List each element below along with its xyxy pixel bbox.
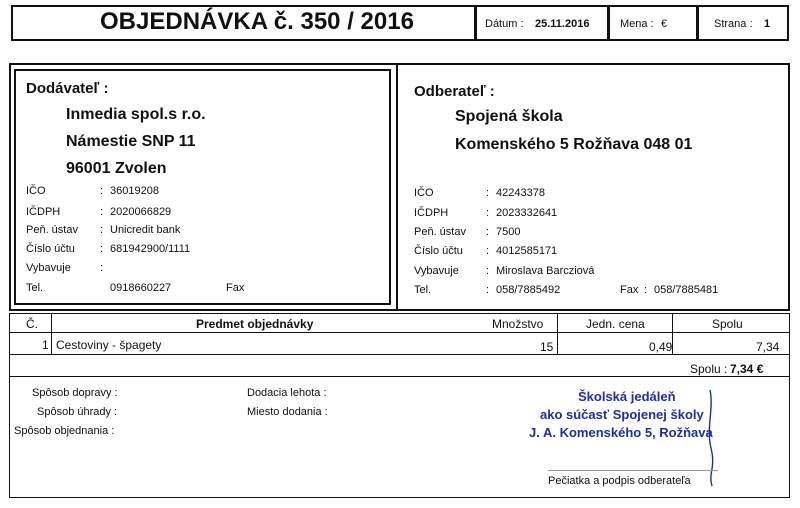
customer-icdph-colon: : [486, 207, 490, 219]
row-qty: 15 [540, 340, 554, 354]
party-divider [396, 64, 398, 310]
supplier-account-colon: : [100, 243, 104, 255]
table-bottom-rule [9, 376, 790, 377]
row-item: Cestoviny - špagety [56, 338, 162, 352]
col-qty-header: Množstvo [492, 317, 544, 331]
supplier-icdph-value: 2020066829 [110, 206, 172, 218]
stamp-line-3: J. A. Komenského 5, Rožňava [529, 425, 713, 440]
date-value: 25.11.2016 [535, 18, 590, 30]
customer-fax-colon: : [644, 284, 648, 296]
customer-bank-value: 7500 [496, 226, 521, 238]
customer-fax-value: 058/7885481 [654, 284, 719, 296]
customer-handler-label: Vybavuje [414, 265, 459, 277]
sum-value: 7,34 € [730, 362, 764, 376]
customer-account-value: 4012585171 [496, 245, 558, 257]
footer-right-rule [789, 376, 790, 498]
transport-label: Spôsob dopravy : [32, 387, 118, 399]
customer-tel-label: Tel. [414, 284, 432, 296]
customer-icdph-value: 2023332641 [496, 207, 558, 219]
supplier-account-value: 681942900/1111 [110, 243, 191, 255]
order-method-label: Spôsob objednania : [14, 425, 115, 437]
supplier-icdph-colon: : [100, 206, 104, 218]
customer-ico-value: 42243378 [496, 187, 545, 199]
customer-tel-value: 058/7885492 [496, 284, 561, 296]
supplier-name: Inmedia spol.s r.o. [66, 106, 206, 123]
customer-account-label: Číslo účtu [414, 245, 463, 257]
supplier-fax-label: Fax [226, 282, 245, 294]
table-right-rule [789, 313, 790, 377]
customer-ico-label: IČO [414, 187, 434, 199]
customer-bank-label: Peň. ústav [414, 226, 466, 238]
page-label: Strana : [714, 18, 753, 30]
signature-line [548, 470, 718, 471]
customer-account-colon: : [486, 245, 490, 257]
customer-fax-label: Fax [620, 284, 639, 296]
supplier-bank-colon: : [100, 224, 104, 236]
footer-left-rule [9, 376, 10, 498]
table-col-qty-rule [557, 313, 558, 355]
date-label: Dátum : [485, 18, 524, 30]
row-price: 0,49 [649, 340, 673, 354]
supplier-city: 96001 Zvolen [66, 160, 167, 177]
supplier-ico-value: 36019208 [110, 185, 159, 197]
customer-handler-colon: : [486, 265, 490, 277]
stamp-line-1: Školská jedáleň [578, 389, 676, 404]
order-title: OBJEDNÁVKA č. 350 / 2016 [100, 8, 414, 35]
supplier-tel-label: Tel. [26, 282, 44, 294]
row-total: 7,34 [756, 340, 780, 354]
col-item-header: Predmet objednávky [196, 317, 314, 331]
currency-label: Mena : [620, 18, 654, 30]
supplier-bank-label: Peň. ústav [26, 224, 78, 236]
supplier-bank-value: Unicredit bank [110, 224, 181, 236]
customer-handler-value: Miroslava Barcziová [496, 265, 595, 277]
supplier-ico-colon: : [100, 185, 104, 197]
page-value: 1 [764, 18, 771, 30]
supplier-account-label: Číslo účtu [26, 243, 75, 255]
stamp-line-2: ako súčasť Spojenej školy [540, 407, 704, 422]
col-no-header: Č. [26, 317, 38, 331]
footer-bottom-rule [9, 497, 790, 498]
customer-address: Komenského 5 Rožňava 048 01 [455, 136, 693, 153]
currency-value: € [661, 18, 668, 30]
table-left-rule [9, 313, 10, 377]
supplier-handler-colon: : [100, 262, 104, 274]
supplier-ico-label: IČO [26, 185, 46, 197]
customer-name: Spojená škola [455, 108, 563, 125]
row-no: 1 [42, 338, 49, 352]
payment-label: Spôsob úhrady : [37, 406, 118, 418]
signature-stroke [700, 388, 720, 488]
customer-tel-colon: : [486, 284, 490, 296]
delivery-label: Dodacia lehota : [247, 387, 327, 399]
supplier-heading: Dodávateľ : [26, 80, 109, 97]
customer-ico-colon: : [486, 187, 490, 199]
customer-icdph-label: IČDPH [414, 207, 449, 219]
supplier-tel-value: 0918660227 [110, 282, 172, 294]
supplier-street: Námestie SNP 11 [66, 133, 196, 150]
supplier-icdph-label: IČDPH [26, 206, 61, 218]
place-label: Miesto dodania : [247, 406, 328, 418]
table-col-no-rule [51, 313, 52, 355]
sum-label: Spolu : [690, 362, 728, 376]
col-total-header: Spolu [712, 317, 743, 331]
col-price-header: Jedn. cena [586, 317, 645, 331]
signature-label: Pečiatka a podpis odberateľa [548, 475, 691, 487]
customer-heading: Odberateľ : [414, 83, 495, 100]
customer-bank-colon: : [486, 226, 490, 238]
supplier-handler-label: Vybavuje [26, 262, 71, 274]
